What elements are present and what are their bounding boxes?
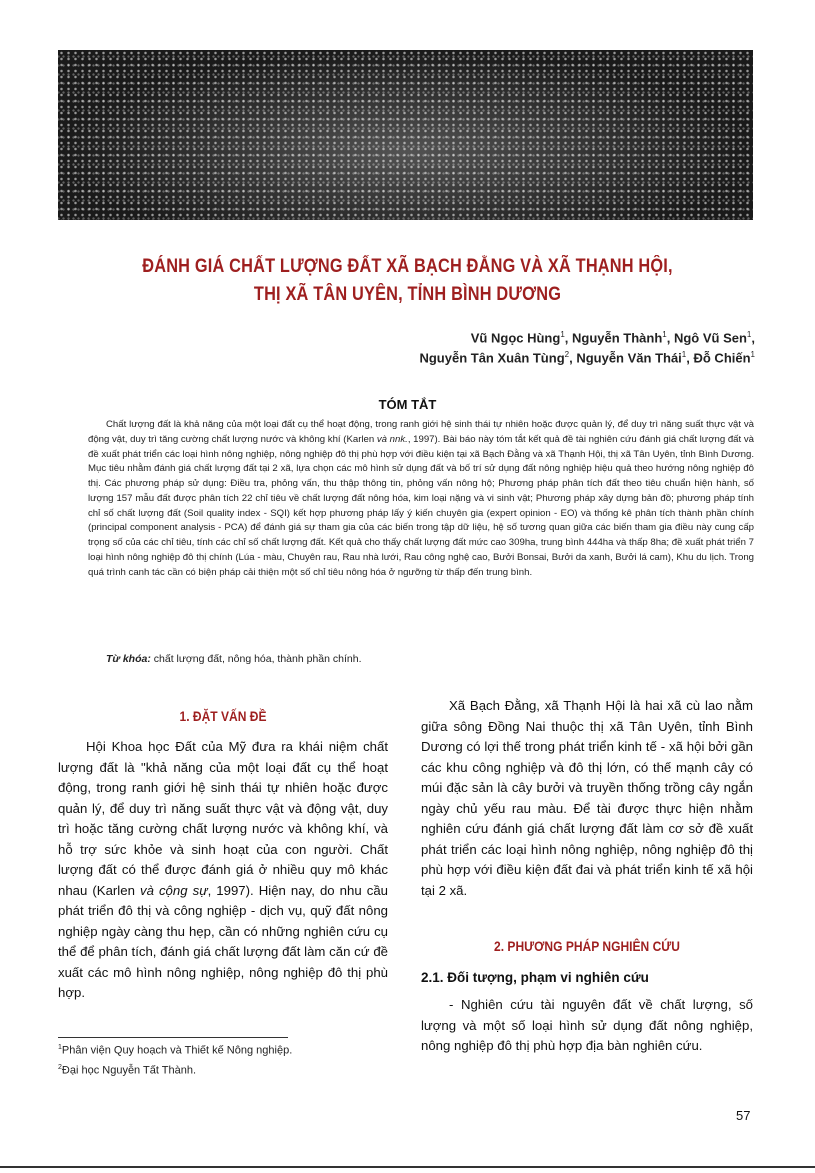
article-title-line-1: ĐÁNH GIÁ CHẤT LƯỢNG ĐẤT XÃ BẠCH ĐẰNG VÀ XÃ THẠNH HỘI, [142,256,673,277]
keywords-text: chất lượng đất, nông hóa, thành phần chính. [150,653,362,665]
author-affiliation-mark: 1 [750,350,755,359]
abstract-body [88,418,754,580]
authors-line-2: Nguyễn Tân Xuân Tùng$^2$, Nguyễn Văn Thái$^1$, Đỗ Chiến$^1$ [419,350,755,366]
section-2-paragraph-1: - Nghiên cứu tài nguyên đất về chất lượng, số lượng và một số loại hình sử dụng đất nông nghiệp, nông nghiệp đô thị phù hợp địa bàn nghiên cứu. [421,997,753,1053]
right-column-bottom [421,995,753,1057]
para-text: Hội Khoa học Đất của Mỹ đưa ra khái niệm chất lượng đất là "khả năng của một loại đất cụ thể hoạt động, trong ranh giới hệ sinh thái tự nhiên hoặc được quản lý, để duy trì năng suất thực vật và động vật, duy trì hoặc tăng cường chất lượng nước và không khí, và hỗ trợ sức khỏe và sinh hoạt của con người. Chất lượng đất có thể được đánh giá ở nhiều quy mô khác nhau (Karlen [58,739,388,898]
keywords [88,653,362,665]
section-1-paragraph-1 [58,737,388,1004]
author-affiliation-mark: 1 [746,330,752,339]
section-1-heading: 1. ĐẶT VẤN ĐỀ [179,708,267,724]
footnote-mark: 2 [58,1064,62,1071]
author-affiliation-mark: 2 [564,350,570,359]
para-text: , 1997). Hiện nay, do nhu cầu phát triển đô thị và công nghiệp - dịch vụ, quỹ đất nông nghiệp ngày càng thu hẹp, cần có những nghiên cứu cụ thể để phân tích, đánh giá chất lượng đất làm căn cứ đề xuất các mô hình nông nghiệp, nông nghiệp đô thị phù hợp. [58,882,388,1000]
keywords-label: Từ khóa: [106,653,151,665]
page-number: 57 [736,1108,751,1123]
abstract-text-2: , 1997). Bài báo này tóm tắt kết quả đề tài nghiên cứu đánh giá chất lượng đất và đề xuất phát triển các loại hình nông nghiệp, nông nghiệp đô thị phù hợp với điều kiện tại xã Bạch Đằng và xã Thạnh Hội, thị xã Tân Uyên, tỉnh Bình Dương. Mục tiêu nhằm đánh giá chất lượng đất tại 2 xã, lựa chọn các mô hình sử dụng đất và bố trí sử dụng đất nông nghiệp hiệu quả theo hướng nông nghiệp đô thị. Các phương pháp sử dụng: Điều tra, phỏng vấn, thu thập thông tin, phỏng vấn nông hộ; Phương pháp phân tích đất theo tiêu chuẩn hiện hành, số lượng 157 mẫu đất được phân tích 22 chỉ tiêu về chất lượng đất nông hóa, kim loại nặng và vi sinh vật; Phương pháp xây dựng bản đồ; phương pháp tính chỉ số chất lượng đất (Soil quality index - SQI) kết hợp phương pháp lấy ý kiến chuyên gia (expert opinion - EO) và thống kê phân tích thành phần chính (principal component analysis - PCA) để đánh giá sự tham gia của các biến trong tập dữ liệu, hệ số tương quan giữa các biến tham gia điều này cung cấp trọng số của các chỉ tiêu, tính các chỉ số chất lượng đất. Kết quả cho thấy chất lượng đất mức cao 309ha, trung bình 444ha và thấp 8ha; đề xuất phát triển 7 loại hình nông nghiệp đô thị chính (Lúa - màu, Chuyên rau, Rau nhà lưới, Rau công nghệ cao, Bưởi Bonsai, Bưởi da xanh, Bưởi lá cam), Khu du lịch. Trong quá trình canh tác cần có biện pháp cải thiện một số chỉ tiêu nông hóa ở ngưỡng từ thấp đến trung bình. [88,433,754,578]
section-2-heading: 2. PHƯƠNG PHÁP NGHIÊN CỨU [494,938,680,954]
author-affiliation-mark: 1 [662,330,667,339]
subsection-2-1-heading: 2.1. Đối tượng, phạm vi nghiên cứu [421,970,649,985]
footnote-mark: 1 [58,1044,62,1051]
header-banner-image [58,50,753,220]
para-italic: và cộng sự [139,882,208,898]
author-name: Ngô Vũ Sen [673,330,747,346]
bottom-rule [0,1166,815,1168]
footnote-2 [58,1064,196,1077]
left-column [58,737,388,1004]
abstract-text-1: Chất lượng đất là khả năng của một loại đất cụ thể hoạt động, trong ranh giới hệ sinh thái tự nhiên hoặc được quản lý, để duy trì năng suất thực vật và động vật, duy trì tăng cường chất lượng nước và không khí (Karlen [88,419,754,445]
author-name: Vũ Ngọc Hùng [470,330,561,346]
footnote-text: Phân viện Quy hoạch và Thiết kế Nông nghiệp. [61,1044,293,1057]
section-1-paragraph-2: Xã Bạch Đằng, xã Thạnh Hội là hai xã cù lao nằm giữa sông Đồng Nai thuộc thị xã Tân Uyên, tỉnh Bình Dương có lợi thế trong phát triển kinh tế - xã hội bởi gần các khu công nghiệp và đô thị lớn, có thế mạnh cây có múi đặc sản là cây bưởi và truyền thống trồng cây ngắn ngày chủ yếu rau màu. Để tài được thực hiện nhằm nghiên cứu đánh giá chất lượng đất làm cơ sở đề xuất phát triển các loại hình nông nghiệp, nông nghiệp đô thị phù hợp với điều kiện đất đai và phát triển kinh tế xã hội tại 2 xã. [421,698,753,898]
footnote-1 [58,1044,292,1057]
right-column-top [421,696,753,901]
author-name: Nguyễn Tân Xuân Tùng [419,350,565,366]
footnote-divider [58,1037,288,1038]
authors-line-1: Vũ Ngọc Hùng$^1$, Nguyễn Thành$^1$, Ngô Vũ Sen$^1$, [470,330,755,346]
author-affiliation-mark: 1 [681,350,687,359]
author-name: Đỗ Chiến [693,350,751,366]
author-affiliation-mark: 1 [560,330,565,339]
abstract-italic: và nnk. [376,433,408,445]
author-name: Nguyễn Văn Thái [576,350,682,366]
abstract-heading: TÓM TẮT [378,397,437,412]
footnote-text: Đại học Nguyễn Tất Thành. [61,1064,197,1077]
author-name: Nguyễn Thành [572,330,663,346]
article-title-line-2: THỊ XÃ TÂN UYÊN, TỈNH BÌNH DƯƠNG [253,284,562,305]
